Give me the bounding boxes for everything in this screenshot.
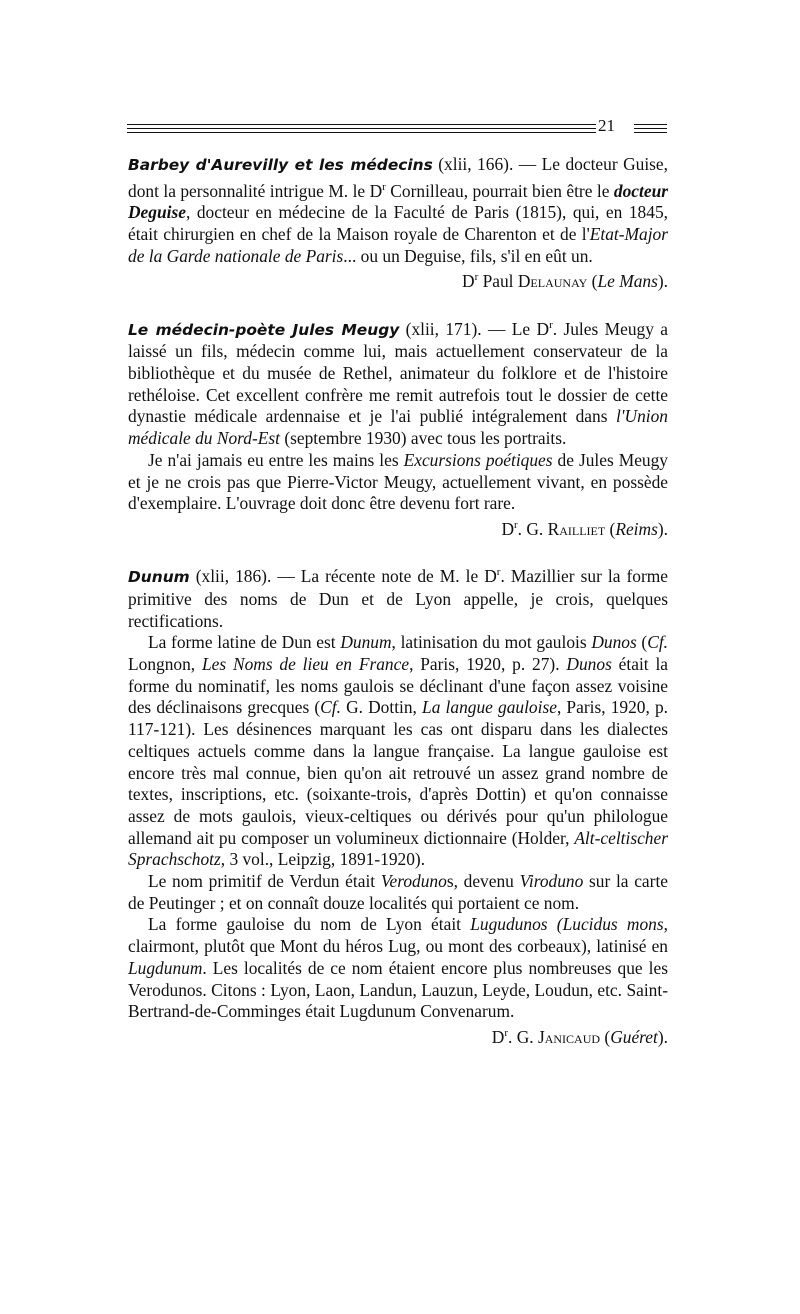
entry-heading: Dunum (128, 568, 190, 587)
text-run: ... ou un Deguise, fils, s'il en eût un. (343, 245, 593, 266)
text-run: Reims (615, 518, 658, 539)
text-run: Le docteur Guise, dont la personnalité intrigue M. le D (128, 154, 669, 201)
text-run: La forme gauloise du nom de Lyon était (148, 914, 471, 935)
text-run: Longnon, (128, 654, 202, 675)
text-run: Janicaud (537, 1026, 601, 1047)
entry-heading: Barbey d'Aurevilly et les médecins (128, 156, 433, 174)
header-rule-right (634, 124, 667, 136)
text-run: Dunum (340, 632, 392, 653)
signature (128, 515, 668, 541)
entry-reference: (xlii, 186). — (189, 566, 301, 587)
text-run: de Jules Meugy et je ne crois pas que Pierre-Victor Meugy, actuellement vivant, en possède d'exemplaire. L'ouvrage doit donc être devenu fort rare. (128, 449, 669, 514)
text-run: Etat-Major de la Garde nationale de Paris (128, 223, 668, 266)
text-run: s, devenu (446, 871, 520, 892)
entry-paragraph (128, 562, 668, 632)
text-run: Cf. (320, 697, 341, 718)
signature (128, 267, 668, 293)
text-run: Les Noms de lieu en France (201, 654, 410, 675)
text-run: sur la carte de Peutinger ; et on connaît douze localités qui portaient ce nom. (128, 871, 668, 913)
text-run: D (462, 271, 475, 292)
entry-heading: Le médecin-poète Jules Meugy (128, 320, 400, 339)
text-run: , latinisation du mot gaulois (391, 632, 592, 653)
text-run: Excursions poétiques (403, 449, 553, 470)
text-run: ( (605, 518, 616, 539)
entry-reference: (xlii, 171). — (399, 318, 512, 339)
page-body (128, 154, 668, 1049)
text-run: , Paris, 1920, p. 117-121). Les désinences marquant les cas ont disparu dans les dialectes celtiques actuels comme dans la langue française. La langue gauloise est encore très mal connue, bien qu'on ait retrouvé un assez grand nombre de textes, inscriptions, etc. (soixante-trois, d'après Dottin) et qu'on connaisse assez de mots gaulois, vieux-celtiques ou dérivés pour qu'un philologue allemand ait pu composer un volumineux dictionnaire (Holder, (128, 697, 669, 848)
text-run: Alt-celtischer Sprachschotz (128, 827, 668, 870)
text-run: . Mazillier sur la forme primitive des noms de Dun et de Lyon appelle, je crois, quelques rectifications. (128, 566, 668, 631)
text-run: ). (657, 271, 668, 292)
text-run: , clairmont, plutôt que Mont du héros Lug, ou mont des corbeaux), latinisé en (128, 914, 668, 957)
text-run: Viroduno (519, 871, 584, 892)
text-run: Cornilleau, pourrait bien être le (385, 180, 614, 201)
text-run: . Jules Meugy a laissé un fils, médecin comme lui, mais actuellement conservateur de la bibliothèque et du musée de Rethel, animateur du folklore et de l'histoire rethéloise. Cet excellent confrère me remit autrefois tout le dossier de cette dynastie médicale ardennaise et je l'ai publié intégralement dans (128, 318, 669, 427)
text-run: r (549, 318, 553, 331)
text-run: Le D (511, 318, 550, 339)
entry-reference: (xlii, 166). — (432, 154, 542, 174)
text-run: Dunos (591, 632, 637, 653)
text-run: Cf. (647, 632, 668, 653)
text-run: D (491, 1026, 505, 1047)
text-run: , 3 vol., Leipzig, 1891-1920). (220, 849, 426, 870)
text-run: r (496, 566, 501, 579)
text-run: Lugdunum (128, 957, 203, 978)
entry-paragraph (128, 154, 668, 267)
text-run: , Paris, 1920, p. 27). (409, 654, 567, 675)
text-run: , docteur en médecine de la Faculté de Paris (1815), qui, en 1845, était chirurgien en chef de la Maison royale de Charenton et de l' (128, 202, 668, 244)
text-run: r (514, 518, 518, 531)
entry-dunum (128, 562, 668, 1048)
text-run: Delaunay (517, 271, 588, 292)
text-run: Paul (478, 271, 518, 292)
text-run: ( (636, 632, 648, 653)
text-run: ). (657, 518, 668, 539)
text-run: l'Union médicale du Nord-Est (128, 406, 668, 449)
text-run: Le Mans (597, 271, 658, 292)
text-run: D (501, 518, 514, 539)
entry-meugy (128, 315, 668, 541)
text-run: ( (587, 271, 598, 292)
page-number: 21 (598, 116, 615, 135)
text-run: . Les localités de ce nom étaient encore plus nombreuses que les Verodunos. Citons : Lyon, Laon, Landun, Lauzun, Leyde, Loudun, etc. Saint-Bertrand-de-Comminges était Lugdunum Convenarum. (128, 957, 668, 1022)
entry-paragraph (128, 632, 668, 871)
text-run: était la forme du nominatif, les noms gaulois se déclinant d'une façon assez voisine des déclinaisons grecques ( (128, 654, 668, 718)
text-run: La langue gauloise (422, 697, 557, 718)
text-run: Railliet (547, 518, 606, 539)
text-run: ( (600, 1026, 611, 1047)
entry-paragraph (128, 315, 668, 450)
text-run: Dunos (566, 654, 612, 675)
text-run: r (382, 180, 386, 193)
text-run: . G. (517, 518, 548, 539)
text-run: Je n'ai jamais eu entre les mains les (148, 449, 404, 470)
signature (128, 1023, 668, 1049)
text-run: r (474, 271, 479, 284)
text-run: ). (657, 1026, 668, 1047)
entry-barbey (128, 154, 668, 293)
entry-paragraph (128, 914, 668, 1023)
text-run: Le nom primitif de Verdun était (148, 871, 381, 892)
entry-paragraph (128, 450, 668, 515)
text-run: . G. (508, 1026, 538, 1047)
text-run: La forme latine de Dun est (148, 632, 341, 653)
text-run: La récente note de M. le D (300, 566, 497, 587)
text-run: r (504, 1027, 508, 1039)
text-run: Lugudunos (Lucidus mons (470, 914, 664, 935)
text-run: Guéret (610, 1026, 658, 1047)
entry-paragraph (128, 871, 668, 914)
text-run: G. Dottin, (340, 697, 423, 718)
header-rule (127, 124, 596, 136)
text-run: Veroduno (380, 871, 447, 892)
text-run: (septembre 1930) avec tous les portraits. (279, 428, 567, 449)
text-run: docteur Deguise (128, 180, 669, 223)
